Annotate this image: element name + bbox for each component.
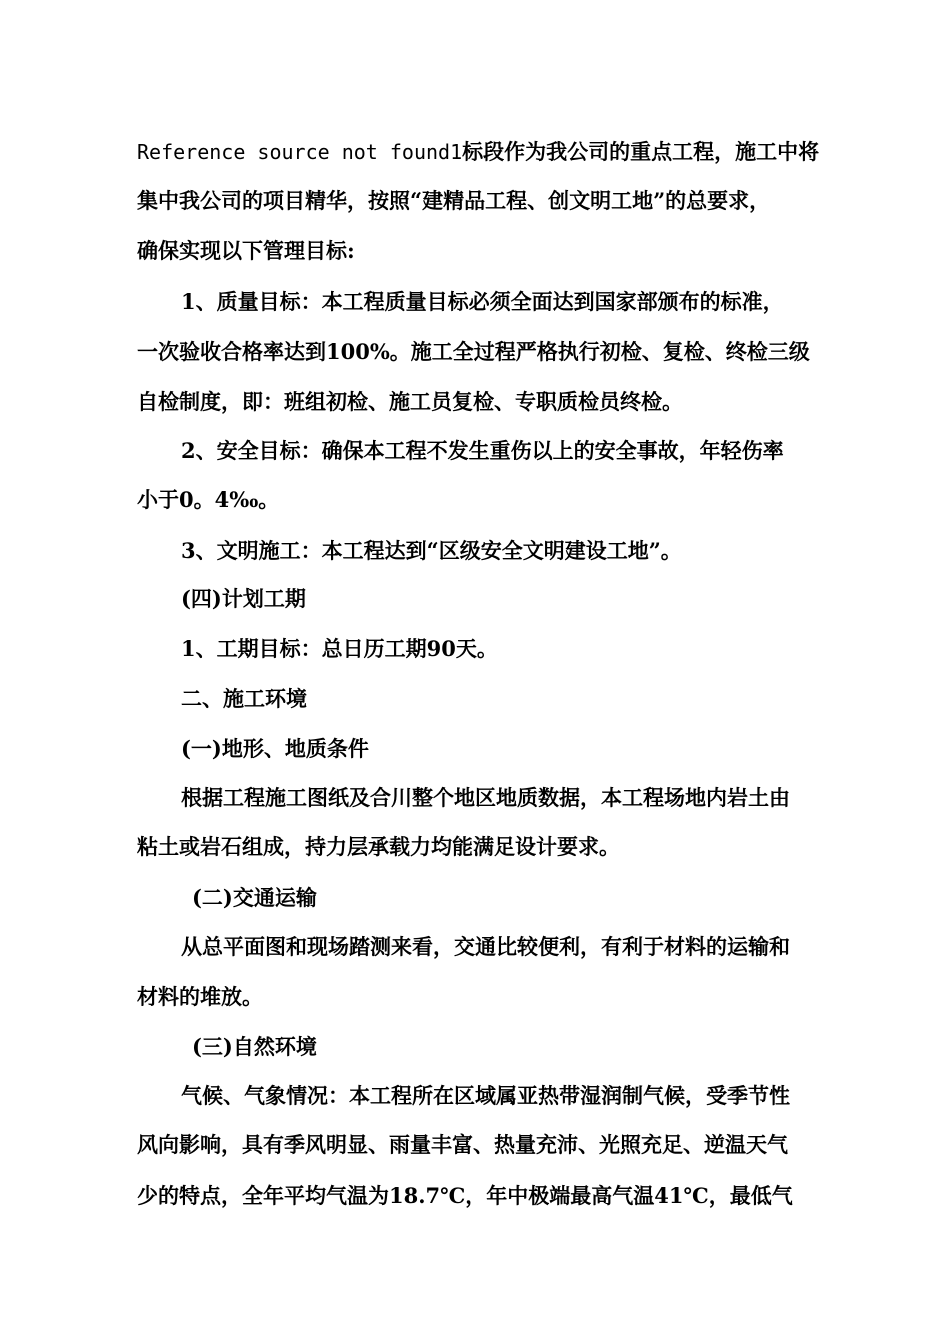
subsection-heading-transport bbox=[192, 884, 317, 912]
section-heading-environment bbox=[181, 685, 307, 713]
section-heading-schedule bbox=[181, 585, 306, 613]
line-text: 1、工期目标：总日历工期90天。 bbox=[181, 636, 498, 661]
text-line-2 bbox=[137, 187, 770, 215]
line-text: 标段作为我公司的重点工程，施工中将 bbox=[462, 139, 820, 164]
subsection-heading-nature bbox=[192, 1033, 317, 1061]
line-text: 确保实现以下管理目标: bbox=[137, 238, 355, 263]
line-text: 粘土或岩石组成，持力层承载力均能满足设计要求。 bbox=[137, 834, 620, 859]
text-line-11 bbox=[181, 635, 498, 663]
line-text: 2、安全目标：确保本工程不发生重伤以上的安全事故，年轻伤率 bbox=[181, 438, 784, 463]
line-text: 集中我公司的项目精华，按照“建精品工程、创文明工地”的总要求， bbox=[137, 188, 771, 213]
text-line-9 bbox=[181, 537, 682, 565]
heading-text: (二)交通运输 bbox=[192, 885, 317, 910]
heading-text: (三)自然环境 bbox=[192, 1034, 317, 1059]
line-text: 从总平面图和现场踏测来看，交通比较便利，有利于材料的运输和 bbox=[181, 934, 790, 959]
subsection-heading-terrain bbox=[181, 735, 369, 763]
line-text: 少的特点，全年平均气温为18.7℃，年中极端最高气温41℃，最低气 bbox=[137, 1183, 793, 1208]
line-text: 自检制度，即：班组初检、施工员复检、专职质检员终检。 bbox=[137, 389, 683, 414]
text-line-15 bbox=[137, 833, 620, 861]
line-text: 气候、气象情况：本工程所在区域属亚热带湿润制气候，受季节性 bbox=[181, 1083, 790, 1108]
text-line-14 bbox=[181, 784, 790, 812]
line-text: 材料的堆放。 bbox=[137, 984, 263, 1009]
text-line-3 bbox=[137, 237, 355, 265]
text-line-17 bbox=[181, 933, 790, 961]
line-text: 3、文明施工：本工程达到“区级安全文明建设工地”。 bbox=[181, 538, 682, 563]
line-text: 小于0。4‰。 bbox=[137, 487, 280, 512]
line-text: 一次验收合格率达到100%。施工全过程严格执行初检、复检、终检三级 bbox=[137, 339, 810, 364]
heading-text: 二、施工环境 bbox=[181, 686, 307, 711]
line-text: 1、质量目标：本工程质量目标必须全面达到国家部颁布的标准， bbox=[181, 289, 784, 314]
text-line-6 bbox=[137, 388, 683, 416]
text-line-22 bbox=[137, 1182, 793, 1210]
text-line-20 bbox=[181, 1082, 790, 1110]
text-line-7 bbox=[181, 437, 784, 465]
line-text: 风向影响，具有季风明显、雨量丰富、热量充沛、光照充足、逆温天气 bbox=[137, 1132, 788, 1157]
text-line-5 bbox=[137, 338, 810, 366]
heading-text: (一)地形、地质条件 bbox=[181, 736, 369, 761]
text-line-8 bbox=[137, 486, 279, 514]
text-line-1 bbox=[137, 138, 819, 166]
text-line-21 bbox=[137, 1131, 788, 1159]
reference-error-text: Reference source not found1 bbox=[137, 140, 463, 164]
line-text: 根据工程施工图纸及合川整个地区地质数据，本工程场地内岩土由 bbox=[181, 785, 790, 810]
text-line-4 bbox=[181, 288, 784, 316]
text-line-18 bbox=[137, 983, 263, 1011]
heading-text: (四)计划工期 bbox=[181, 586, 306, 611]
